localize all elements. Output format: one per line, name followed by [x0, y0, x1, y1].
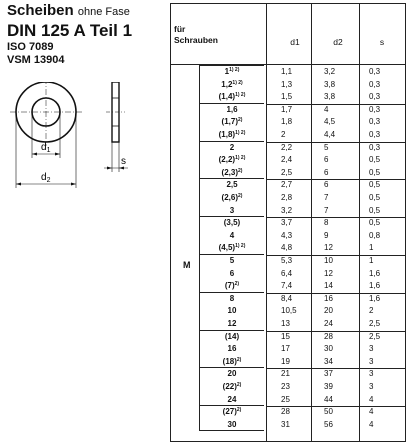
- screw-size-value: 1: [224, 67, 230, 76]
- header-fuer: für: [174, 24, 186, 34]
- cell-d1: 19: [281, 356, 290, 366]
- cell-s: 3: [369, 369, 374, 379]
- cell-d1: 2,5: [281, 167, 293, 177]
- row-group-separator: [266, 142, 405, 143]
- cell-s: 0,5: [369, 205, 381, 215]
- screw-size-value: (7): [224, 281, 235, 291]
- cell-s: 0,3: [369, 67, 381, 76]
- cell-d1: 17: [281, 344, 290, 354]
- standard-din: DIN 125 A Teil 1: [7, 21, 133, 40]
- cell-d1: 4,8: [281, 243, 293, 253]
- cell-d1: 5,3: [281, 256, 293, 265]
- cell-s: 3: [369, 382, 374, 391]
- cell-d1: 25: [281, 394, 290, 404]
- header-d2: d2: [333, 37, 343, 47]
- screw-size-value: (1,8): [218, 130, 236, 139]
- cell-d1: 1,8: [281, 117, 293, 127]
- header-d1: d1: [290, 37, 300, 47]
- cell-d1: 1,3: [281, 79, 293, 89]
- size-group-box: [199, 367, 264, 406]
- footnote-ref: 2): [236, 382, 242, 388]
- screw-size-value: (18): [222, 356, 237, 366]
- cell-d1: 15: [281, 331, 290, 341]
- screw-size-value: (1,7): [221, 117, 238, 127]
- footnote-ref: 2): [238, 193, 243, 199]
- cell-d2: 12: [324, 268, 333, 278]
- cell-s: 3: [369, 356, 374, 366]
- size-group-box: [199, 330, 264, 369]
- row-group-separator: [266, 217, 405, 218]
- screw-size-value: 24: [227, 394, 237, 404]
- screw-size-value: 16: [227, 344, 237, 354]
- cell-d2: 50: [324, 407, 333, 417]
- cell-d2: 3,2: [324, 67, 336, 76]
- cell-s: 2,5: [369, 331, 381, 341]
- cell-s: 1,6: [369, 293, 381, 303]
- screw-size-value: (1,4): [218, 92, 236, 102]
- cell-s: 1,6: [369, 281, 381, 291]
- header-schrauben: Schrauben: [174, 35, 218, 45]
- cell-d1: 21: [281, 369, 290, 379]
- footnote-ref: 2): [236, 356, 242, 363]
- row-group-separator: [266, 104, 405, 105]
- cell-d2: 4,4: [324, 130, 336, 139]
- screw-size-value: 1,6: [226, 104, 238, 114]
- title-main: Scheiben: [7, 2, 74, 19]
- screw-size-value: 12: [227, 319, 237, 328]
- cell-d1: 13: [281, 319, 290, 328]
- screw-size-value: 30: [227, 419, 237, 429]
- row-group-separator: [266, 368, 405, 369]
- dimensions-table: [170, 3, 406, 442]
- cell-d1: 31: [281, 419, 290, 429]
- screw-size-value: (4,5): [218, 243, 236, 253]
- cell-d1: 1,7: [281, 104, 293, 114]
- d2-arrow-left: [16, 183, 21, 186]
- cell-d2: 44: [324, 394, 333, 404]
- cell-s: 0,5: [369, 167, 381, 177]
- size-group-box: [199, 65, 264, 104]
- footnote-ref: 1) 2): [235, 92, 246, 99]
- footnote-ref: 1) 2): [229, 67, 240, 73]
- cell-d1: 28: [281, 407, 290, 417]
- cell-s: 0,3: [369, 130, 381, 139]
- cell-d2: 20: [324, 306, 333, 316]
- cell-d1: 8,4: [281, 293, 293, 303]
- screw-size-value: (2,6): [221, 193, 238, 202]
- screw-size-value: (22): [222, 382, 237, 391]
- cell-d2: 9: [324, 230, 329, 240]
- cell-d1: 6,4: [281, 268, 293, 278]
- screw-size-value: (14): [224, 331, 240, 341]
- cell-d2: 30: [324, 344, 333, 354]
- cell-s: 0,3: [369, 92, 381, 102]
- d1-label: $d_1$: [41, 142, 51, 154]
- cell-d2: 5: [324, 142, 329, 152]
- screw-size-value: (27): [222, 407, 237, 417]
- washer-drawing: [8, 82, 168, 202]
- screw-size-value: 3: [229, 205, 235, 215]
- cell-d1: 1,1: [281, 67, 293, 76]
- row-group-separator: [266, 293, 405, 294]
- screw-size-value: 8: [229, 293, 235, 303]
- cell-d2: 24: [324, 319, 333, 328]
- title-block: [7, 2, 175, 67]
- thread-label: M: [183, 260, 191, 270]
- footnote-ref: 1) 2): [235, 130, 246, 136]
- screw-size-value: (2,2): [218, 155, 236, 165]
- s-arrow-left: [107, 167, 112, 170]
- d1-arrow-right: [55, 153, 60, 156]
- cell-d2: 6: [324, 167, 329, 177]
- screw-size-value: 5: [229, 256, 235, 265]
- cell-d2: 3,8: [324, 92, 336, 102]
- cell-d2: 8: [324, 218, 329, 228]
- cell-s: 0,5: [369, 218, 381, 228]
- screw-size-value: 2,5: [226, 180, 238, 190]
- size-group-box: [199, 216, 264, 255]
- row-group-separator: [266, 179, 405, 180]
- screw-size-value: 1,2: [221, 79, 233, 89]
- cell-d2: 7: [324, 205, 329, 215]
- cell-d2: 6: [324, 180, 329, 190]
- cell-d2: 3,8: [324, 79, 336, 89]
- cell-d2: 4: [324, 104, 329, 114]
- d1-arrow-left: [32, 153, 37, 156]
- cell-s: 2,5: [369, 319, 381, 328]
- cell-d1: 1,5: [281, 92, 293, 102]
- cell-d2: 4,5: [324, 117, 336, 127]
- header-s: s: [379, 37, 385, 47]
- cell-s: 1: [369, 256, 374, 265]
- s-label: s: [121, 156, 126, 167]
- cell-d1: 7,4: [281, 281, 293, 291]
- cell-d2: 7: [324, 193, 329, 202]
- cell-d2: 16: [324, 293, 333, 303]
- header-screws: [174, 24, 218, 46]
- screw-size-value: 4: [229, 230, 235, 240]
- cell-s: 4: [369, 407, 374, 417]
- table-header: [171, 4, 405, 65]
- screw-size-value: 2: [229, 142, 235, 152]
- size-group-box: [199, 178, 264, 217]
- cell-d1: 3,2: [281, 205, 293, 215]
- d2-arrow-right: [71, 183, 76, 186]
- cell-s: 0,5: [369, 155, 381, 165]
- footnote-ref: 1) 2): [235, 243, 246, 250]
- screw-size-value: 6: [229, 268, 235, 278]
- cell-d1: 10,5: [281, 306, 297, 316]
- cell-d1: 2,8: [281, 193, 293, 202]
- screw-size-value: (2,3): [221, 167, 238, 177]
- cell-s: 0,5: [369, 193, 381, 202]
- footnote-ref: 1) 2): [232, 79, 243, 86]
- cell-s: 0,3: [369, 142, 381, 152]
- footnote-ref: 2): [234, 281, 240, 288]
- cell-s: 4: [369, 419, 374, 429]
- cell-d1: 3,7: [281, 218, 293, 228]
- size-group-box: [199, 141, 264, 180]
- cell-d2: 37: [324, 369, 333, 379]
- size-group-box: [199, 254, 264, 293]
- cell-s: 0,3: [369, 79, 381, 89]
- cell-d1: 23: [281, 382, 290, 391]
- size-group-box: [199, 405, 264, 431]
- cell-d1: 2,2: [281, 142, 293, 152]
- footnote-ref: 1) 2): [235, 155, 246, 162]
- cell-s: 0,3: [369, 117, 381, 127]
- cell-d2: 6: [324, 155, 329, 165]
- screw-size-value: 10: [227, 306, 237, 316]
- screw-size-value: (3,5): [223, 218, 241, 228]
- cell-d2: 56: [324, 419, 333, 429]
- d2-label: $d_2$: [41, 172, 51, 184]
- cell-d2: 10: [324, 256, 333, 265]
- cell-s: 0,3: [369, 104, 381, 114]
- cell-d1: 2,4: [281, 155, 293, 165]
- cell-d2: 28: [324, 331, 333, 341]
- footnote-ref: 2): [236, 407, 242, 414]
- cell-d2: 12: [324, 243, 333, 253]
- row-group-separator: [266, 331, 405, 332]
- title-sub: ohne Fase: [77, 6, 130, 18]
- title-line-1: [7, 2, 175, 21]
- cell-s: 3: [369, 344, 374, 354]
- cell-d2: 39: [324, 382, 333, 391]
- cell-d1: 4,3: [281, 230, 293, 240]
- footnote-ref: 2): [238, 117, 243, 124]
- standard-iso: ISO 7089: [7, 41, 54, 53]
- size-group-box: [199, 103, 264, 142]
- screw-size-value: 20: [227, 369, 237, 379]
- footnote-ref: 2): [238, 167, 243, 174]
- cell-s: 0,5: [369, 180, 381, 190]
- cell-d2: 14: [324, 281, 333, 291]
- cell-s: 2: [369, 306, 374, 316]
- cell-s: 0,8: [369, 230, 381, 240]
- standard-vsm: VSM 13904: [7, 54, 65, 66]
- row-group-separator: [266, 406, 405, 407]
- cell-s: 1,6: [369, 268, 381, 278]
- size-group-box: [199, 292, 264, 331]
- cell-d1: 2,7: [281, 180, 293, 190]
- row-group-separator: [266, 255, 405, 256]
- cell-s: 1: [369, 243, 374, 253]
- cell-d2: 34: [324, 356, 333, 366]
- cell-s: 4: [369, 394, 374, 404]
- cell-d1: 2: [281, 130, 286, 139]
